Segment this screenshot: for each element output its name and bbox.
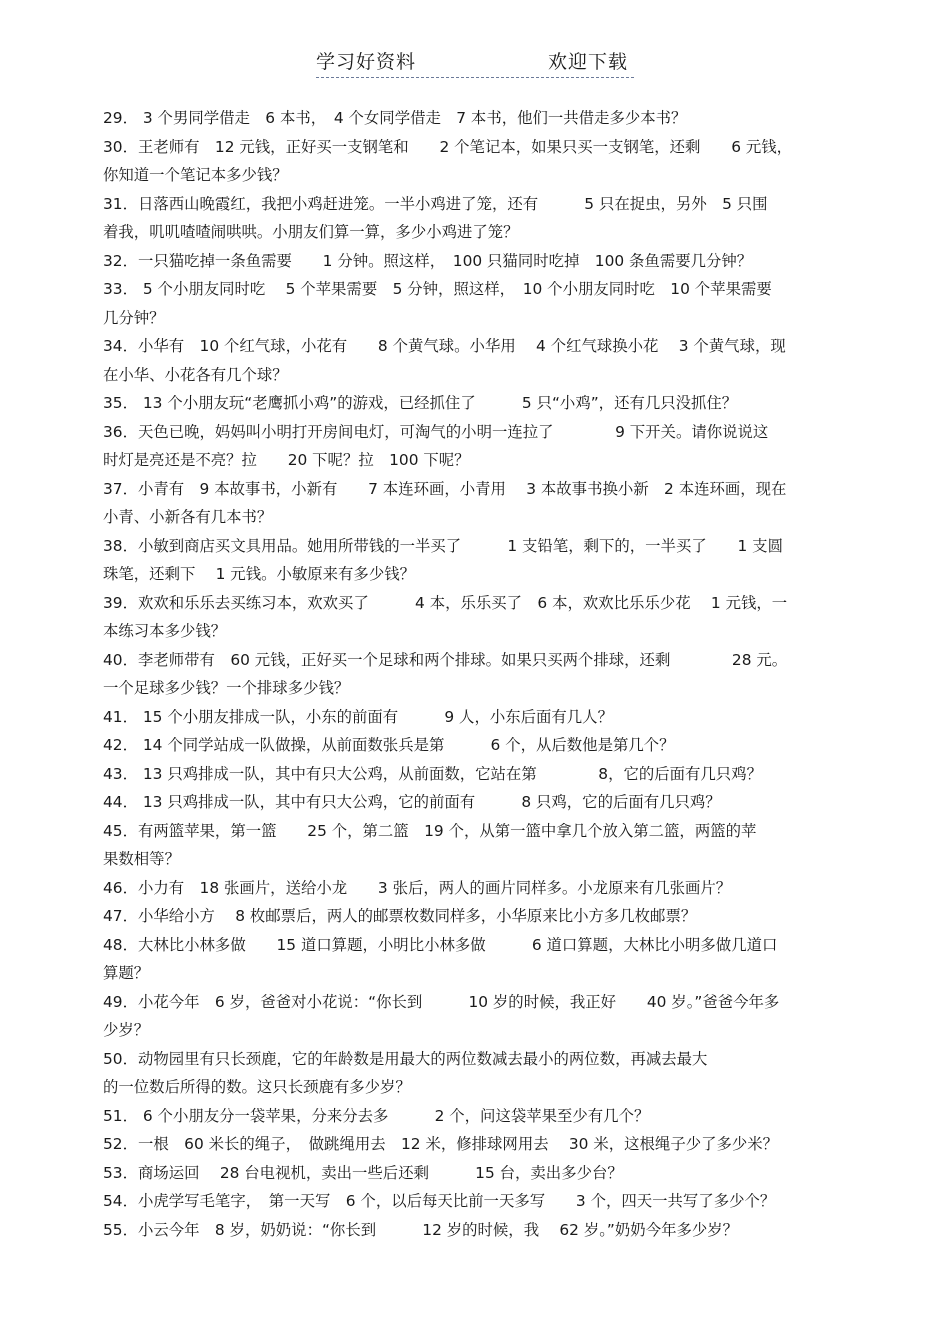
header-right-text: 欢迎下载 <box>547 51 628 73</box>
problem-line: 几分钟？ <box>103 308 165 327</box>
problem-line: 46．小力有 18 张画片，送给小龙 3 张后，两人的画片同样多。小龙原来有几张画片？ <box>103 878 732 897</box>
problem-line: 你知道一个笔记本多少钱？ <box>103 166 288 184</box>
problem-line: 在小华、小花各有几个球？ <box>103 365 288 384</box>
problem-line: 32．一只猫吃掉一条鱼需要 1 分钟。照这样， 100 只猫同时吃掉 100 条鱼需要几分钟？ <box>103 251 753 270</box>
problem-line: 时灯是亮还是不亮？拉 20 下呢？拉 100 下呢？ <box>103 451 470 469</box>
problem-line: 34．小华有 10 个红气球，小花有 8 个黄气球。小华用 4 个红气球换小花 3 个黄气球，现 <box>103 337 786 355</box>
problem-line: 36．天色已晚，妈妈叫小明打开房间电灯，可淘气的小明一连拉了 9 下开关。请你说说这 <box>103 422 769 441</box>
problem-line: 38．小敏到商店买文具用品。她用所带钱的一半买了 1 支铅笔，剩下的，一半买了 1 支圆 <box>103 536 783 555</box>
problem-line: 55．小云今年 8 岁，奶奶说：“你长到 12 岁的时候，我 62 岁。”奶奶今年多少岁？ <box>103 1220 739 1239</box>
problem-line: 48．大林比小林多做 15 道口算题，小明比小林多做 6 道口算题，大林比小明多做几道口 <box>103 935 778 954</box>
problem-line: 果数相等？ <box>103 850 180 868</box>
problem-line: 少岁？ <box>103 1021 150 1039</box>
problem-line: 49．小花今年 6 岁，爸爸对小花说：“你长到 10 岁的时候，我正好 40 岁。”爸爸今年多 <box>103 992 780 1011</box>
problem-line: 的一位数后所得的数。这只长颈鹿有多少岁？ <box>103 1078 411 1096</box>
problem-line: 51． 6 个小朋友分一袋苹果，分来分去多 2 个，问这袋苹果至少有几个？ <box>103 1106 650 1125</box>
page-header <box>316 47 634 78</box>
problem-line: 50．动物园里有只长颈鹿，它的年龄数是用最大的两位数减去最小的两位数，再减去最大 <box>103 1049 708 1068</box>
problem-line: 52．一根 60 米长的绳子， 做跳绳用去 12 米，修排球网用去 30 米，这根绳子少了多少米？ <box>103 1135 779 1153</box>
problem-line: 45．有两篮苹果，第一篮 25 个，第二篮 19 个，从第一篮中拿几个放入第二篮，两篮的苹 <box>103 821 757 840</box>
problem-line: 47．小华给小方 8 枚邮票后，两人的邮票枚数同样多，小华原来比小方多几枚邮票？ <box>103 907 697 925</box>
problem-line: 43． 13 只鸡排成一队，其中有只大公鸡，从前面数，它站在第 8，它的后面有几只鸡？ <box>103 764 762 783</box>
problem-line: 29． 3 个男同学借走 6 本书， 4 个女同学借走 7 本书，他们一共借走多少本书？ <box>103 109 687 127</box>
problem-line: 本练习本多少钱？ <box>103 622 227 640</box>
problem-line: 着我，叽叽喳喳闹哄哄。小朋友们算一算，多少小鸡进了笼？ <box>103 223 519 241</box>
problem-line: 33． 5 个小朋友同时吃 5 个苹果需要 5 分钟，照这样， 10 个小朋友同时吃 10 个苹果需要 <box>103 280 772 298</box>
problem-line: 珠笔，还剩下 1 元钱。小敏原来有多少钱？ <box>103 565 415 583</box>
problem-line: 30．王老师有 12 元钱，正好买一支钢笔和 2 个笔记本，如果只买一支钢笔，还剩 6 元钱， <box>103 137 793 156</box>
problem-list <box>103 104 848 1244</box>
problem-line: 37．小青有 9 本故事书，小新有 7 本连环画，小青用 3 本故事书换小新 2 本连环画，现在 <box>103 479 787 498</box>
problem-line: 53．商场运回 28 台电视机，卖出一些后还剩 15 台，卖出多少台？ <box>103 1163 623 1182</box>
problem-line: 31．日落西山晚霞红，我把小鸡赶进笼。一半小鸡进了笼，还有 5 只在捉虫，另外 5 只围 <box>103 194 768 213</box>
problem-line: 44． 13 只鸡排成一队，其中有只大公鸡，它的前面有 8 只鸡，它的后面有几只鸡？ <box>103 793 721 811</box>
problem-line: 41． 15 个小朋友排成一队，小东的前面有 9 人，小东后面有几人？ <box>103 707 613 726</box>
problem-line: 54．小虎学写毛笔字， 第一天写 6 个，以后每天比前一天多写 3 个，四天一共写了多少个？ <box>103 1192 776 1210</box>
header-left-text: 学习好资料 <box>316 51 417 73</box>
problem-line: 39．欢欢和乐乐去买练习本，欢欢买了 4 本，乐乐买了 6 本，欢欢比乐乐少花 1 元钱，一 <box>103 593 788 612</box>
problem-line: 42． 14 个同学站成一队做操，从前面数张兵是第 6 个，从后数他是第几个？ <box>103 736 675 754</box>
problem-line: 算题？ <box>103 964 150 982</box>
problem-line: 40．李老师带有 60 元钱，正好买一个足球和两个排球。如果只买两个排球，还剩 28 元。 <box>103 650 788 669</box>
problem-line: 小青、小新各有几本书？ <box>103 508 273 526</box>
problem-line: 一个足球多少钱？一个排球多少钱？ <box>103 679 350 697</box>
problem-line: 35． 13 个小朋友玩“老鹰抓小鸡”的游戏，已经抓住了 5 只“小鸡”，还有几只没抓住？ <box>103 394 738 412</box>
